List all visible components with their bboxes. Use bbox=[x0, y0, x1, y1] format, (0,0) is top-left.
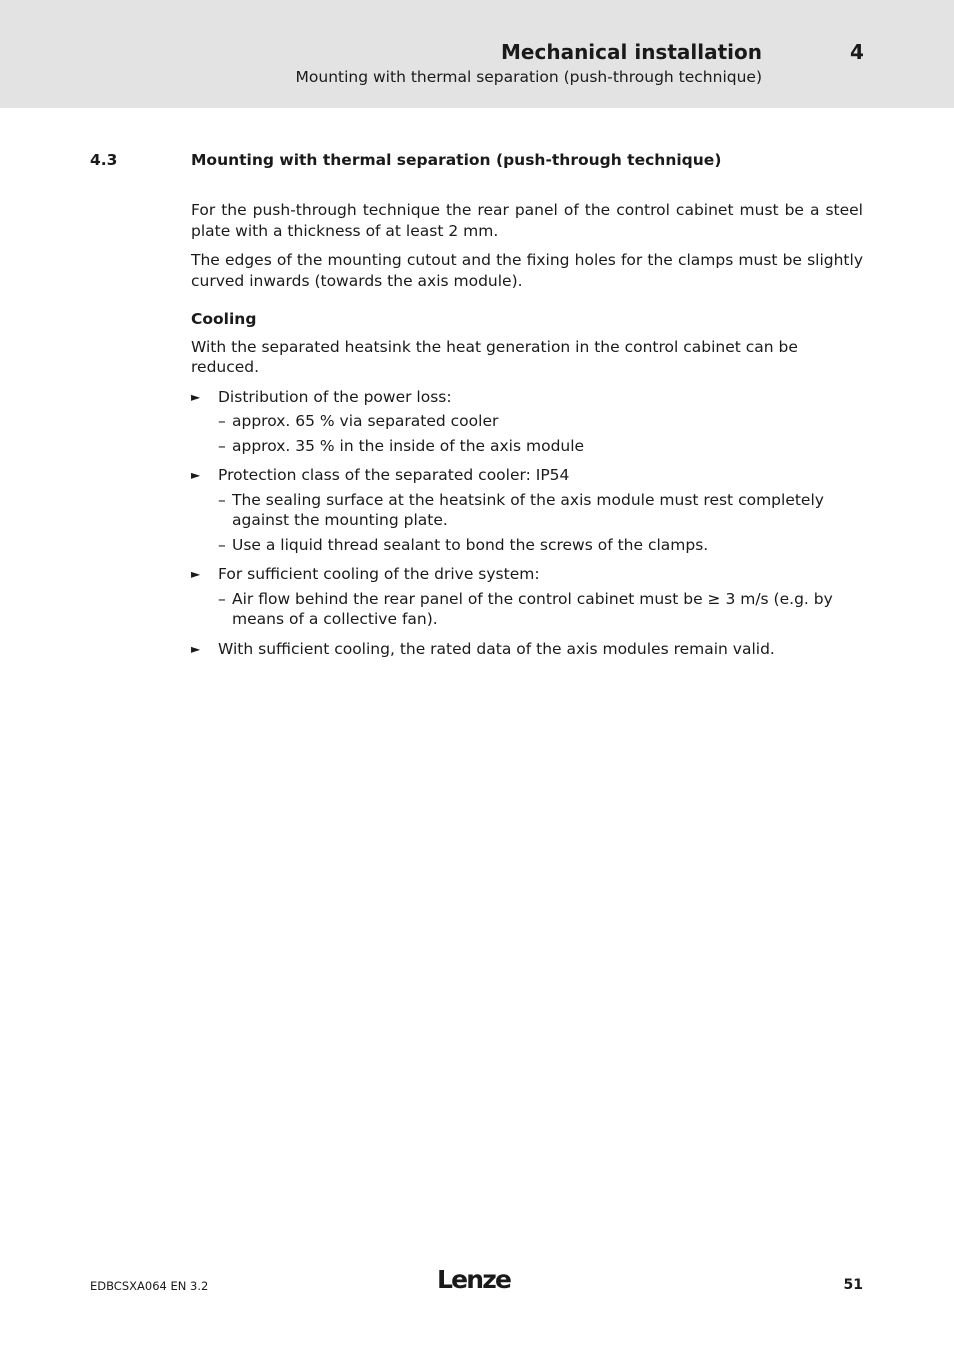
dash-marker: – bbox=[218, 589, 226, 608]
dash-text: approx. 65 % via separated cooler bbox=[232, 412, 499, 430]
bullet-text: Protection class of the separated cooler: IP54 bbox=[218, 466, 570, 484]
dash-item bbox=[218, 490, 863, 531]
body-content bbox=[191, 200, 863, 659]
dash-marker: – bbox=[218, 490, 226, 509]
bullet-text: Distribution of the power loss: bbox=[218, 387, 452, 406]
dash-marker: – bbox=[218, 535, 226, 554]
paragraph: For the push-through technique the rear panel of the control cabinet must be a steel plate with a thickness of at least 2 mm. bbox=[191, 201, 863, 240]
dash-item bbox=[218, 411, 863, 432]
dash-text: Use a liquid thread sealant to bond the screws of the clamps. bbox=[232, 535, 709, 554]
bullet-text: For sufficient cooling of the drive system: bbox=[218, 565, 540, 583]
bullet-arrow-icon: ► bbox=[191, 389, 201, 404]
lenze-logo: Lenze bbox=[437, 1265, 511, 1294]
header-band bbox=[0, 0, 954, 108]
paragraph: The edges of the mounting cutout and the fixing holes for the clamps must be slightly curved inwards (towards the axis module). bbox=[191, 251, 863, 290]
bullet-item bbox=[191, 564, 863, 630]
dash-text: The sealing surface at the heatsink of the axis module must rest completely against the mounting plate. bbox=[232, 490, 824, 529]
dash-text: Air flow behind the rear panel of the control cabinet must be ≥ 3 m/s (e.g. by means of a collective fan). bbox=[232, 589, 833, 628]
chapter-subtitle: Mounting with thermal separation (push-through technique) bbox=[295, 68, 762, 86]
chapter-title: Mechanical installation bbox=[501, 40, 762, 64]
chapter-number: 4 bbox=[850, 40, 864, 64]
document-code: EDBCSXA064 EN 3.2 bbox=[90, 1279, 209, 1293]
bullet-arrow-icon: ► bbox=[191, 468, 201, 482]
cooling-heading: Cooling bbox=[191, 310, 257, 328]
dash-marker: – bbox=[218, 412, 226, 430]
section-number: 4.3 bbox=[90, 151, 118, 169]
bullet-text: With sufficient cooling, the rated data of the axis modules remain valid. bbox=[218, 639, 775, 658]
bullet-item bbox=[191, 387, 863, 457]
bullet-item bbox=[191, 639, 863, 660]
dash-item bbox=[218, 436, 863, 457]
dash-item bbox=[218, 589, 863, 630]
bullet-item bbox=[191, 465, 863, 555]
bullet-arrow-icon: ► bbox=[191, 567, 201, 581]
dash-text: approx. 35 % in the inside of the axis module bbox=[232, 436, 585, 455]
bullet-arrow-icon: ► bbox=[191, 641, 201, 656]
cooling-intro: With the separated heatsink the heat generation in the control cabinet can be reduced. bbox=[191, 337, 798, 376]
page-number: 51 bbox=[843, 1277, 863, 1293]
dash-item bbox=[218, 535, 863, 556]
dash-marker: – bbox=[218, 436, 226, 455]
section-title: Mounting with thermal separation (push-through technique) bbox=[191, 151, 722, 169]
